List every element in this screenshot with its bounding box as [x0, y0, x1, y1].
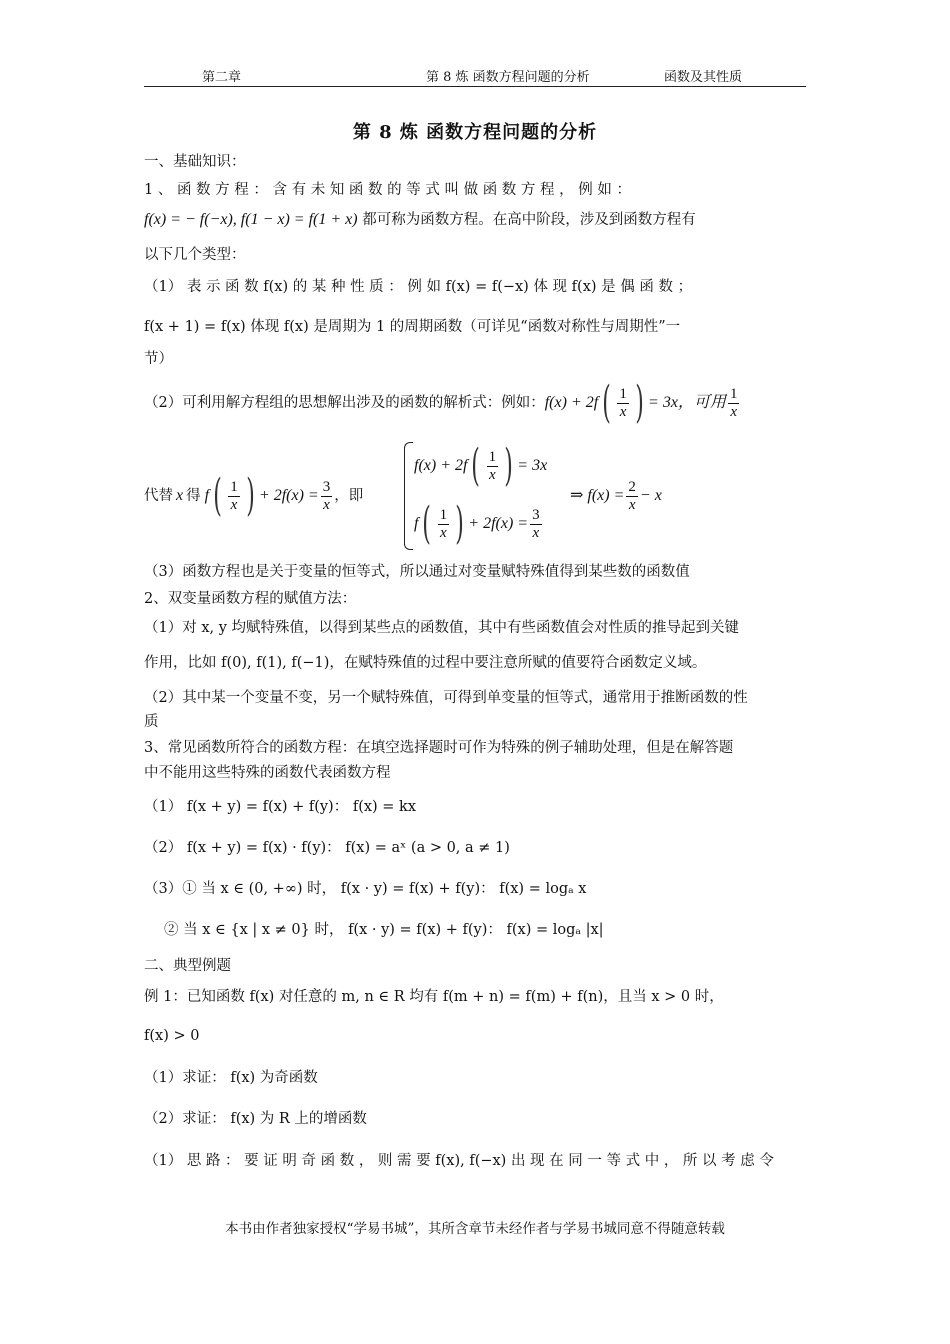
- math-equals-3x: = 3x，可用: [648, 394, 726, 411]
- example1-line2: f(x) > 0: [144, 1028, 200, 1044]
- paragraph-types-intro: 以下几个类型：: [144, 247, 246, 263]
- type1-line3: 节）: [144, 351, 173, 367]
- section-3-line1: 3、常见函数所符合的函数方程：在填空选择题时可作为特殊的例子辅助处理，但是在解答题: [144, 740, 734, 756]
- fraction-one-over-x: $\frac{1}{x}$: [619, 385, 627, 420]
- example1-question1: （1）求证： f(x) 为奇函数: [144, 1070, 318, 1086]
- fraction-two-over-x: $\frac{2}{x}$: [628, 478, 636, 513]
- copyright-footer: 本书由作者独家授权“学易书城”，其所含章节未经作者与学易书城同意不得随意转载: [225, 1221, 725, 1237]
- system-result: ⇒ f(x) = $\frac{2}{x}$ − x: [570, 478, 662, 513]
- type2-text: （2）可利用解方程组的思想解出涉及的函数的解析式：例如：: [144, 395, 545, 411]
- page-header: [144, 66, 806, 87]
- type2-line1: （2）可利用解方程组的思想解出涉及的函数的解析式：例如： f(x) + 2f ( $\frac{1}{x}$ ) = 3x，可用 $\frac{1}{x}$: [144, 377, 738, 428]
- section-3-line2: 中不能用这些特殊的函数代表函数方程: [144, 765, 391, 781]
- paragraph-example-line: [144, 210, 696, 230]
- math-f-plus-2f: f(x) + 2f: [544, 394, 599, 411]
- type3-line: （3）函数方程也是关于变量的恒等式，所以通过对变量赋特殊值得到某些数的函数值: [144, 564, 690, 580]
- example1-question2: （2）求证： f(x) 为 R 上的增函数: [144, 1111, 367, 1127]
- equation-2: （2） f(x + y) = f(x) · f(y)： f(x) = aˣ (a > 0, a ≠ 1): [144, 840, 510, 856]
- type1-line2: f(x + 1) = f(x) 体现 f(x) 是周期为 1 的周期函数（可详见“函数对称性与周期性”一: [144, 319, 681, 335]
- header-section: 第 8 炼 函数方程问题的分析: [426, 70, 590, 85]
- fraction-three-over-x: $\frac{3}{x}$: [322, 478, 331, 513]
- section-2-item2-line1: （2）其中某一个变量不变，另一个赋特殊值，可得到单变量的恒等式，通常用于推断函数的性: [144, 690, 748, 706]
- header-topic: 函数及其性质: [664, 70, 743, 85]
- fraction-one-over-x-2: $\frac{1}{x}$: [729, 385, 738, 420]
- example1-solution-line: （1） 思 路 ： 要 证 明 奇 函 数 ， 则 需 要 f(x), f(−x) 出 现 在 同 一 等 式 中 ， 所 以 考 虑 令: [144, 1153, 774, 1169]
- type2-line2: 代替 x 得 f ( $\frac{1}{x}$ ) + 2f(x) = $\frac{3}{x}$ ，即: [144, 470, 364, 521]
- paragraph-example-text: 都可称为函数方程。在高中阶段，涉及到函数方程有: [362, 212, 696, 228]
- section-basics-heading: 一、基础知识：: [144, 154, 246, 170]
- page-title: 第 8 炼 函数方程问题的分析: [352, 122, 598, 143]
- paragraph-definition: 1 、 函 数 方 程 ： 含 有 未 知 函 数 的 等 式 叫 做 函 数 方 程 ， 例 如 ：: [144, 182, 631, 198]
- fraction-one-over-x-3: $\frac{1}{x}$: [230, 478, 238, 513]
- section-2-item2-line2: 质: [144, 714, 159, 730]
- equation-3b: ② 当 x ∈ {x | x ≠ 0} 时， f(x · y) = f(x) + f(y)： f(x) = logₐ |x|: [164, 922, 604, 938]
- section-2-item1-line2: 作用，比如 f(0), f(1), f(−1)，在赋特殊值的过程中要注意所赋的值要符合函数定义域。: [144, 655, 707, 671]
- section-2-heading: 2、双变量函数方程的赋值方法：: [144, 591, 357, 607]
- equation-1: （1） f(x + y) = f(x) + f(y)： f(x) = kx: [144, 799, 417, 815]
- math-example-equations: f(x) = − f(−x), f(1 − x) = f(1 + x): [144, 211, 358, 228]
- equation-3a: （3）① 当 x ∈ (0, +∞) 时， f(x · y) = f(x) + f(y)： f(x) = logₐ x: [144, 881, 587, 897]
- section-examples-heading: 二、典型例题: [144, 958, 231, 974]
- system-equation-1: f(x) + 2f ( $\frac{1}{x}$ ) = 3x: [414, 440, 548, 491]
- example1-line1: 例 1：已知函数 f(x) 对任意的 m, n ∈ R 均有 f(m + n) = f(m) + f(n)，且当 x > 0 时，: [144, 989, 724, 1005]
- header-chapter: 第二章: [202, 70, 242, 85]
- equation-system-brace: [404, 442, 413, 550]
- system-equation-2: f ( $\frac{1}{x}$ ) + 2f(x) = $\frac{3}{x}$: [414, 498, 540, 549]
- type1-line1: （1） 表 示 函 数 f(x) 的 某 种 性 质 ： 例 如 f(x) = f(−x) 体 现 f(x) 是 偶 函 数 ；: [144, 279, 693, 295]
- section-2-item1-line1: （1）对 x, y 均赋特殊值，以得到某些点的函数值，其中有些函数值会对性质的推导起到关键: [144, 620, 740, 636]
